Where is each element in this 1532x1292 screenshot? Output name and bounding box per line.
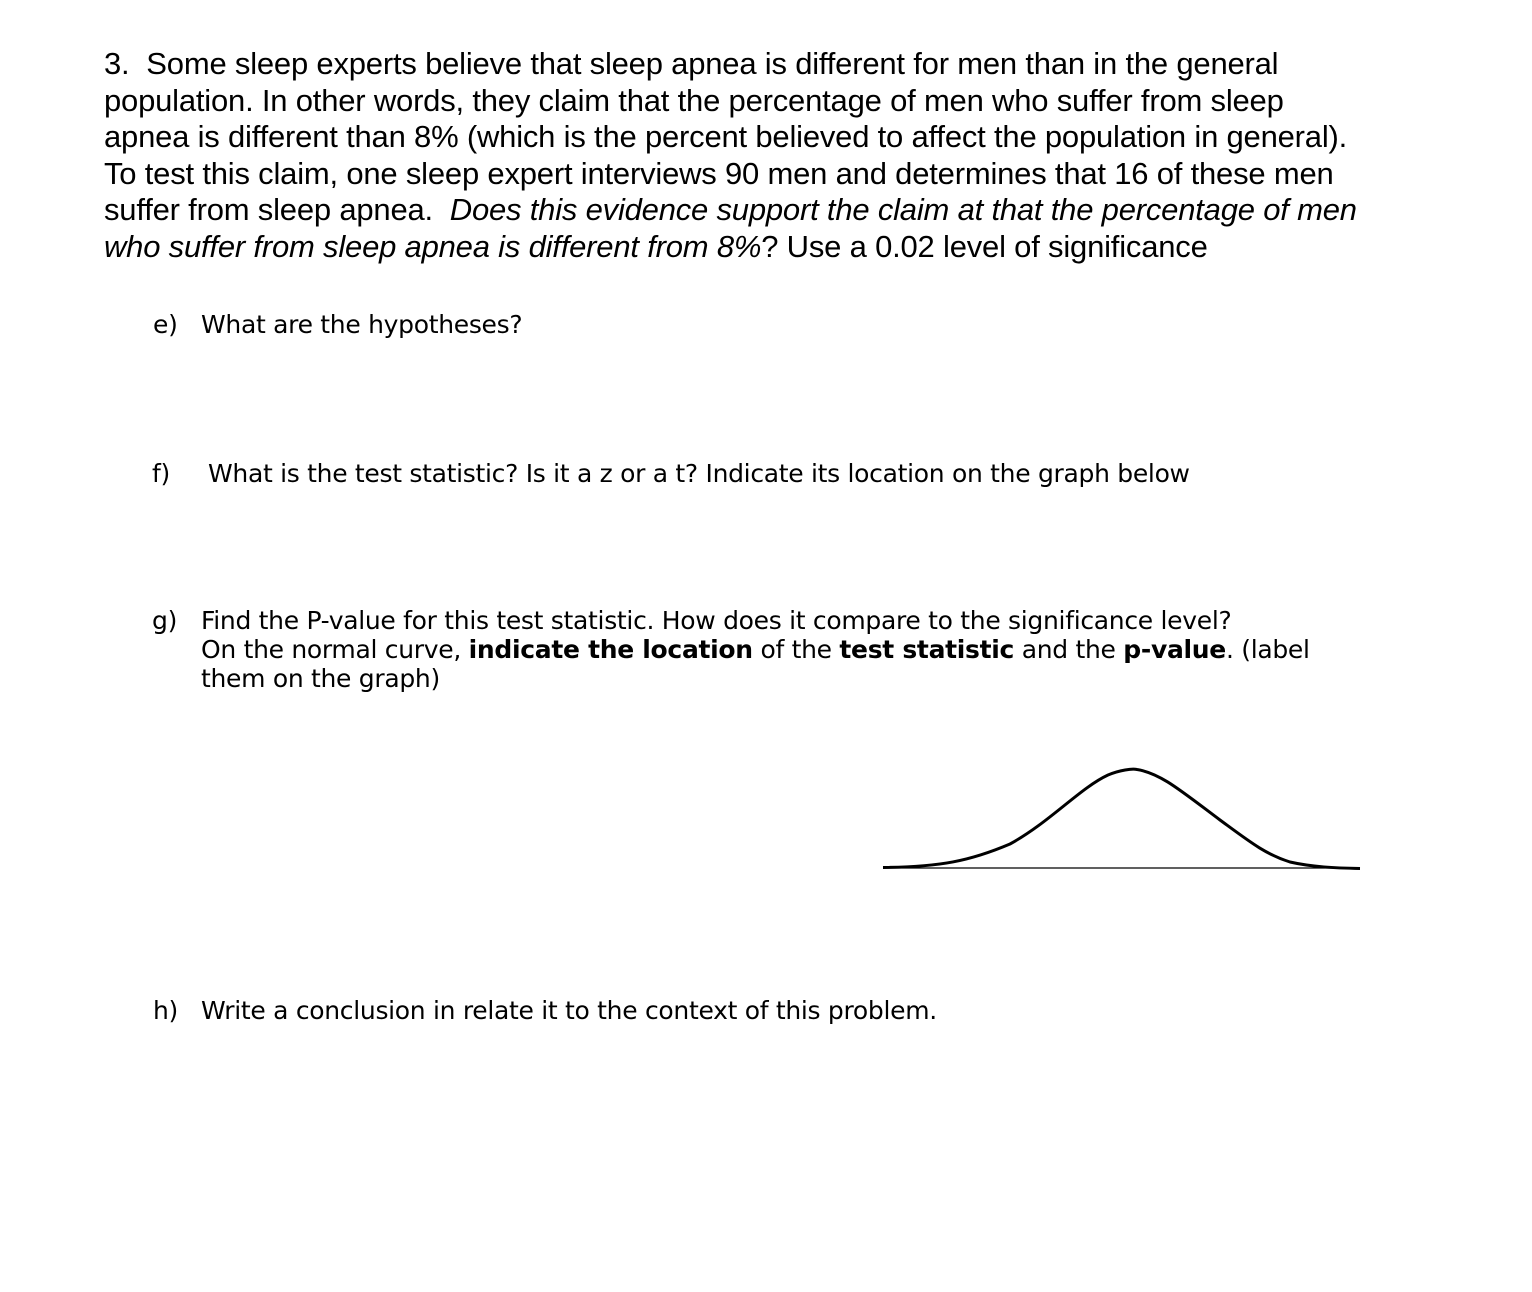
problem-statement [104, 46, 1374, 266]
question-g-text [201, 606, 1310, 693]
question-h-text: Write a conclusion in relate it to the context of this problem. [201, 996, 937, 1025]
question-g-bold-p-value: p-value [1123, 635, 1226, 664]
question-e-text: What are the hypotheses? [201, 310, 523, 339]
question-g-line2-part-d: . (label [1225, 635, 1310, 664]
question-g-line3: them on the graph) [201, 664, 440, 693]
question-f-label: f) [152, 459, 170, 488]
question-e-label: e) [153, 310, 178, 339]
question-g-line1: Find the P-value for this test statistic. How does it compare to the significance level? [201, 606, 1232, 635]
question-g-line2-part-b: of the [752, 635, 840, 664]
question-g-bold-test-statistic: test statistic [839, 635, 1015, 664]
normal-curve-line [883, 769, 1360, 868]
question-f-text: What is the test statistic? Is it a z or a t? Indicate its location on the graph below [208, 459, 1190, 488]
problem-significance: ? Use a 0.02 level of significance [761, 228, 1208, 264]
question-h-label: h) [153, 996, 178, 1025]
question-g-bold-indicate-location: indicate the location [468, 635, 753, 664]
problem-question-italic: Does this evidence support the claim at that the percentage of men who suffer from sleep apnea is different from 8% [104, 192, 1357, 264]
question-g-label: g) [152, 606, 178, 635]
problem-text: Some sleep experts believe that sleep apnea is different for men than in the general population. In other words, they claim that the percentage of men who suffer from sleep apnea is different than 8% (which is the percent believed to affect the population in general). To test this claim, one sleep expert interviews 90 men and determines that 16 of these men suffer from sleep apnea. [104, 46, 1348, 228]
question-g-line2-part-a: On the normal curve, [201, 635, 469, 664]
normal-curve-graph [880, 760, 1364, 876]
question-g-line2-part-c: and the [1014, 635, 1124, 664]
problem-number: 3. [104, 46, 130, 81]
question-g-line2 [201, 635, 1310, 664]
